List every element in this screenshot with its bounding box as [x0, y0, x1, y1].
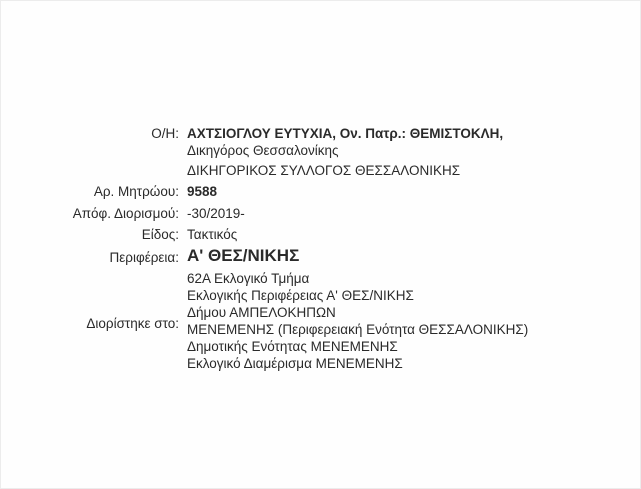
association-text: ΔΙΚΗΓΟΡΙΚΟΣ ΣΥΛΛΟΓΟΣ ΘΕΣΣΑΛΟΝΙΚΗΣ — [187, 163, 461, 178]
region-label: Περιφέρεια: — [109, 250, 179, 265]
region-value: Α' ΘΕΣ/ΝΙΚΗΣ — [187, 246, 300, 265]
decision-value: -30/2019- — [187, 206, 245, 221]
profession-text: Δικηγόρος Θεσσαλονίκης — [187, 143, 339, 158]
appointed-line: 62Α Εκλογικό Τμήμα — [187, 271, 310, 286]
appointed-line: ΜΕΝΕΜΕΝΗΣ (Περιφερειακή Ενότητα ΘΕΣΣΑΛΟΝΙΚΗΣ) — [187, 322, 529, 337]
appointed-line: Εκλογικό Διαμέρισμα ΜΕΝΕΜΕΝΗΣ — [187, 356, 403, 371]
registry-label: Αρ. Μητρώου: — [93, 184, 179, 199]
oh-value: ΑΧΤΣΙΟΓΛΟΥ ΕΥΤΥΧΙΑ, Ον. Πατρ.: ΘΕΜΙΣΤΟΚΛΗ, — [187, 126, 504, 141]
type-label: Είδος: — [141, 227, 179, 242]
type-value: Τακτικός — [187, 227, 238, 242]
registry-value: 9588 — [187, 184, 218, 199]
appointed-line: Εκλογικής Περιφέρειας Α' ΘΕΣ/ΝΙΚΗΣ — [187, 288, 414, 303]
appointed-label: Διορίστηκε στο: — [86, 316, 179, 331]
appointed-line: Δημοτικής Ενότητας ΜΕΝΕΜΕΝΗΣ — [187, 339, 398, 354]
decision-label: Απόφ. Διορισμού: — [72, 206, 179, 221]
oh-label: Ο/Η: — [151, 126, 179, 141]
appointed-line: Δήμου ΑΜΠΕΛΟΚΗΠΩΝ — [187, 305, 336, 320]
